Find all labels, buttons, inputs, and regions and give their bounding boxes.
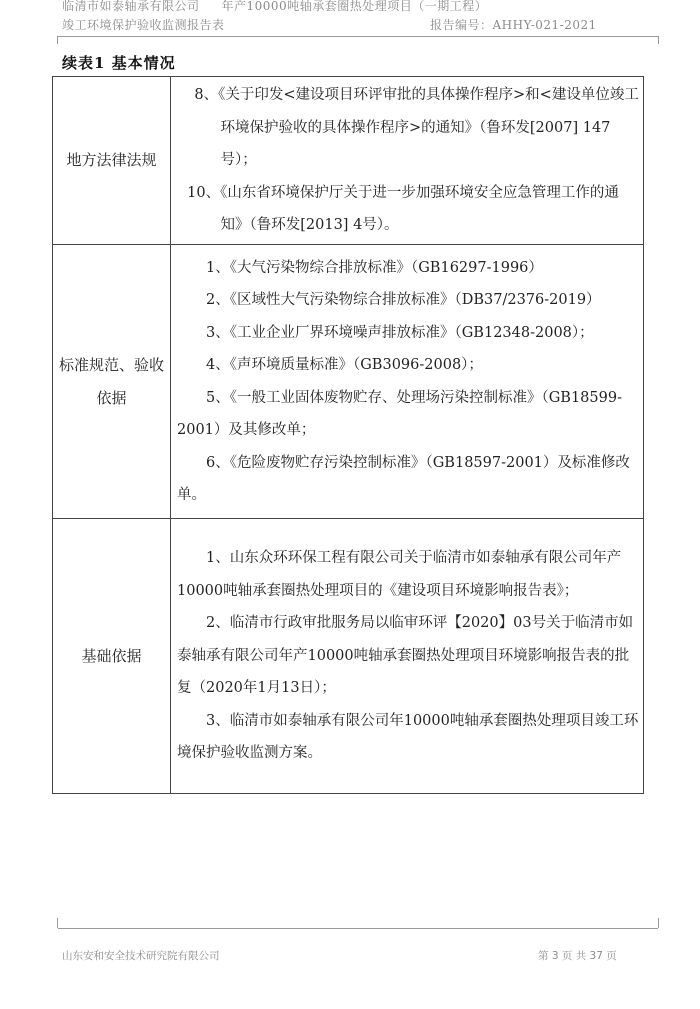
section-title: 续表1 基本情况 [62,54,176,72]
footer-rule [58,928,658,929]
row-label-local-regulations: 地方法律法规 [53,77,171,245]
header-rule [58,36,658,37]
list-item: 3、《工业企业厂界环境噪声排放标准》（GB12348-2008）； [206,324,594,341]
list-item: 1、《大气污染物综合排放标准》（GB16297-1996） [206,259,543,276]
list-item: 3、临清市如泰轴承有限公司年10000吨轴承套圈热处理项目竣工环境保护验收监测方案。 [177,712,639,762]
row-content-standards [171,245,644,519]
table-row [53,519,644,794]
table-row [53,245,644,519]
header-line-1 [62,0,487,14]
header-project: 年产10000吨轴承套圈热处理项目（一期工程） [221,0,488,13]
header-company: 临清市如泰轴承有限公司 [62,0,200,13]
list-item: 1、山东众环环保工程有限公司关于临清市如泰轴承有限公司年产10000吨轴承套圈热处理项目的《建设项目环境影响报告表》； [177,550,622,599]
row-content-local-regulations [171,77,644,245]
header-corner-mark-left [40,36,58,44]
list-item: 8、《关于印发<建设项目环评审批的具体操作程序>和<建设单位竣工环境保护验收的具体操作程序>的通知》（鲁环发[2007] 147号）； [194,87,639,169]
footer-institute: 山东安和安全技术研究院有限公司 [62,950,220,962]
row-label-basis: 基础依据 [53,519,171,794]
list-item: 10、《山东省环境保护厅关于进一步加强环境安全应急管理工作的通知》（鲁环发[2013] 4号）。 [187,184,619,234]
header-report-number: 报告编号：AHHY-021-2021 [430,18,597,32]
table-row [53,77,644,245]
row-label-standards-line-1: 标准规范、验收 [58,355,164,374]
basic-info-table [52,76,644,794]
footer-corner-mark-left [40,918,58,928]
list-item: 2、临清市行政审批服务局以临审环评【2020】03号关于临清市如泰轴承有限公司年产10000吨轴承套圈热处理项目环境影响报告表的批复（2020年1月13日）； [177,615,634,697]
list-item: 4、《声环境质量标准》（GB3096-2008）； [206,357,483,373]
header-report-type: 竣工环境保护验收监测报告表 [62,18,225,32]
footer-page-number: 第 3 页 共 37 页 [538,950,617,962]
footer-corner-mark-right [658,918,674,928]
row-label-standards [53,245,171,519]
list-item: 5、《一般工业固体废物贮存、处理场污染控制标准》（GB18599-2001）及其修改单； [177,389,622,438]
list-item: 2、《区域性大气污染物综合排放标准》（DB37/2376-2019） [206,292,601,308]
list-item: 6、《危险废物贮存污染控制标准》（GB18597-2001）及标准修改单。 [177,454,630,503]
row-label-standards-line-2: 依据 [96,388,127,407]
row-content-basis [171,519,644,794]
header-corner-mark-right [658,36,674,44]
